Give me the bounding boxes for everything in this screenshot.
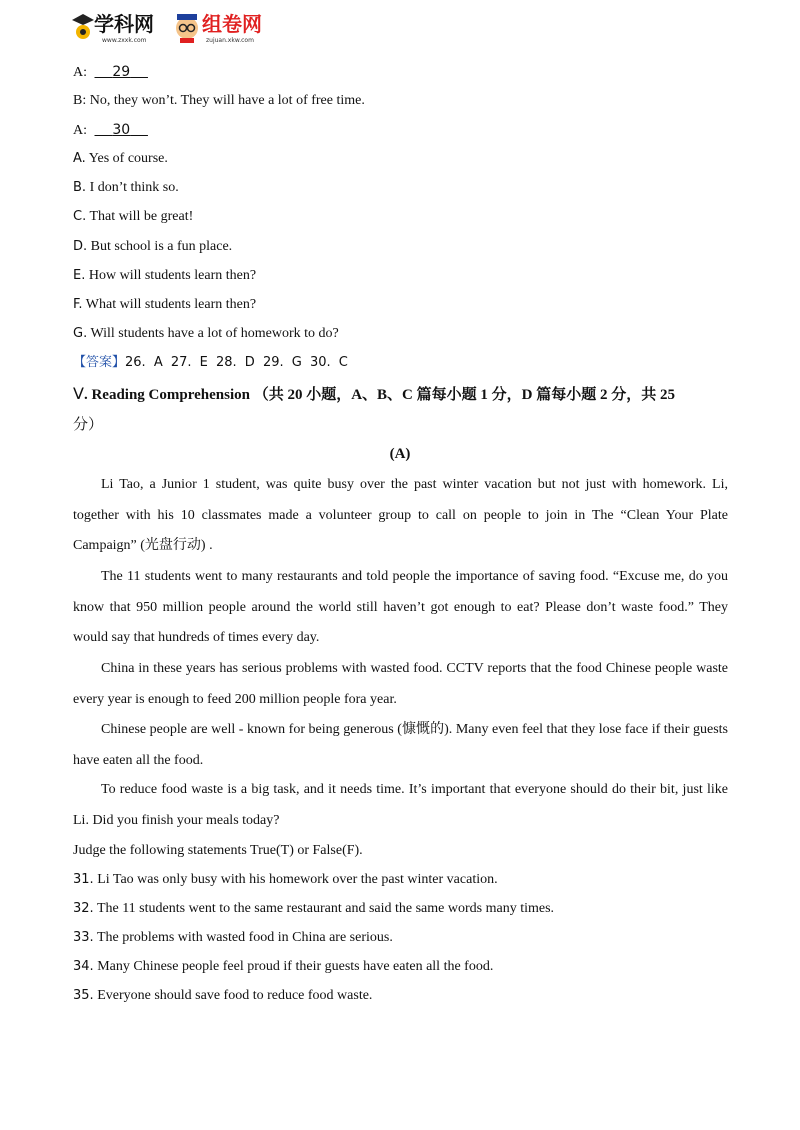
option-letter: A. xyxy=(73,151,86,166)
logo-xueke-url: www.zxxk.com xyxy=(102,37,147,44)
answer-tag: 【答案】 xyxy=(73,355,126,370)
question-35 xyxy=(73,987,372,1005)
option-text: Will students have a lot of homework to do? xyxy=(90,326,339,341)
option-text: But school is a fun place. xyxy=(90,239,233,254)
section-numeral: Ⅴ xyxy=(73,384,84,403)
question-number: 32. xyxy=(73,901,94,916)
logo-zujuan-url: zujuan.xkw.com xyxy=(206,37,254,44)
question-number: 33. xyxy=(73,930,94,945)
answer-blank-30[interactable]: 30 xyxy=(112,122,131,138)
paragraph-4: Chinese people are well - known for being generous (慷慨的). Many even feel that they lose face if their guests have eaten all the food. xyxy=(73,722,728,768)
question-text: Many Chinese people feel proud if their guests have eaten all the food. xyxy=(97,959,494,974)
option-g xyxy=(73,325,339,343)
section-heading-cont: 分） xyxy=(73,417,104,433)
option-letter: B. xyxy=(73,180,87,195)
section-heading xyxy=(73,383,675,406)
dialogue-line-a30 xyxy=(73,121,148,140)
option-b xyxy=(73,179,179,197)
dialogue-line-b: B: No, they won’t. They will have a lot of free time. xyxy=(73,93,365,108)
option-letter: C. xyxy=(73,209,87,224)
option-letter: D. xyxy=(73,239,88,254)
option-text: Yes of course. xyxy=(88,151,168,166)
speaker-label: A: xyxy=(73,65,87,80)
question-text: Li Tao was only busy with his homework over the past winter vacation. xyxy=(97,872,498,887)
option-e xyxy=(73,267,256,285)
question-33 xyxy=(73,929,393,947)
question-number: 31. xyxy=(73,872,94,887)
passage-label: (A) xyxy=(389,446,411,462)
option-d xyxy=(73,238,232,256)
paragraph-3: China in these years has serious problems with wasted food. CCTV reports that the food Chinese people waste every year is enough to feed 200 million people fora year. xyxy=(73,661,728,707)
answer-blank-29[interactable]: 29 xyxy=(112,64,131,80)
answer-values: 26. A 27. E 28. D 29. G 30. C xyxy=(125,355,348,370)
question-text: The 11 students went to the same restaurant and said the same words many times. xyxy=(96,901,555,916)
dialogue-line-a29 xyxy=(73,63,148,82)
student-mascot-icon xyxy=(174,12,200,44)
judge-instruction: Judge the following statements True(T) or False(F). xyxy=(73,843,363,858)
section-title-line1: . Reading Comprehension （共 20 小题，A、B、C 篇每小题 1 分，D 篇每小题 2 分，共 25 xyxy=(83,387,675,403)
logo-zujuan-text: 组卷网 xyxy=(202,12,262,36)
option-text: I don’t think so. xyxy=(89,180,179,195)
option-text: How will students learn then? xyxy=(88,268,257,283)
option-text: That will be great! xyxy=(89,209,194,224)
answer-line xyxy=(73,354,348,372)
question-34 xyxy=(73,958,493,976)
option-f xyxy=(73,296,256,314)
option-text: What will students learn then? xyxy=(85,297,257,312)
speaker-label: A: xyxy=(73,123,87,138)
question-32 xyxy=(73,900,554,918)
option-letter: G. xyxy=(73,326,88,341)
option-a xyxy=(73,150,168,168)
option-c xyxy=(73,208,193,226)
logo-xueke-text: 学科网 xyxy=(94,12,154,36)
question-text: The problems with wasted food in China are serious. xyxy=(96,930,393,945)
paragraph-2: The 11 students went to many restaurants and told people the importance of saving food. “Excuse me, do you know that 950 million people around the world still haven’t got enough to eat? Please don’t waste food.” They would say that hundreds of times every day. xyxy=(73,569,728,645)
question-31 xyxy=(73,871,498,889)
question-text: Everyone should save food to reduce food waste. xyxy=(97,988,373,1003)
header-logos xyxy=(72,8,272,48)
paragraph-5: To reduce food waste is a big task, and it needs time. It’s important that everyone should do their bit, just like Li. Did you finish your meals today? xyxy=(73,782,728,828)
graduate-cap-icon xyxy=(72,12,94,42)
question-number: 34. xyxy=(73,959,94,974)
option-letter: E. xyxy=(73,268,86,283)
question-number: 35. xyxy=(73,988,94,1003)
option-letter: F. xyxy=(73,297,83,312)
paragraph-1: Li Tao, a Junior 1 student, was quite busy over the past winter vacation but not just with homework. Li, together with his 10 classmates made a volunteer group to call on people to join in The “Clean Your Plate Campaign” (光盘行动) . xyxy=(73,477,728,553)
